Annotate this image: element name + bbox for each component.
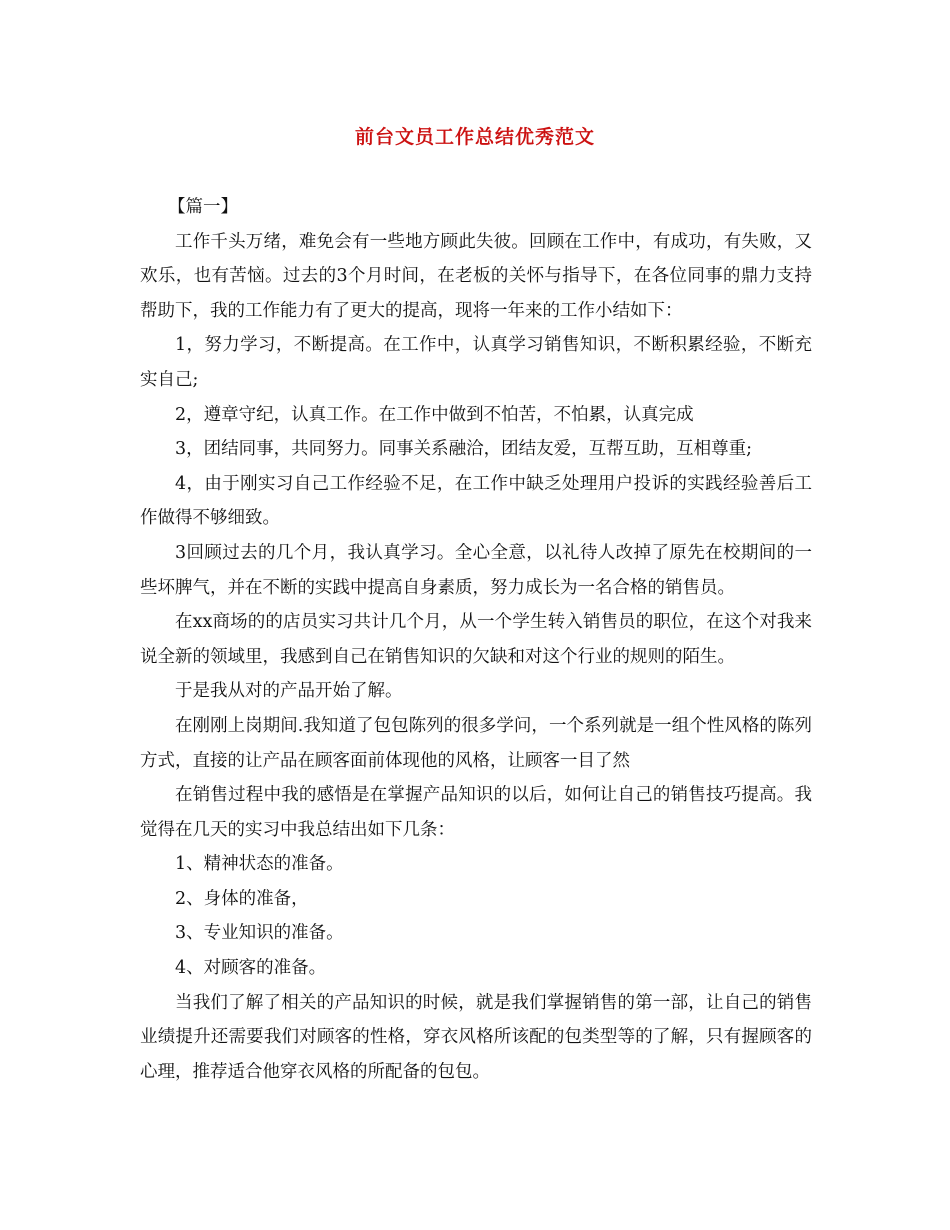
paragraph-internship: 在xx商场的的店员实习共计几个月，从一个学生转入销售员的职位，在这个对我来说全新的领域里，我感到自己在销售知识的欠缺和对这个行业的规则的陌生。	[140, 612, 812, 667]
document-body	[140, 190, 812, 1089]
list-item-prep-2: 2、身体的准备，	[175, 888, 309, 909]
paragraph-item-3: 3，团结同事，共同努力。同事关系融洽，团结友爱，互帮互助，互相尊重;	[175, 439, 753, 460]
paragraph-item-4: 4，由于刚实习自己工作经验不足，在工作中缺乏处理用户投诉的实践经验善后工作做得不够细致。	[140, 473, 812, 529]
list-item-prep-1: 1、精神状态的准备。	[175, 854, 344, 875]
paragraph-intro: 工作千头万绪，难免会有一些地方顾此失彼。回顾在工作中，有成功，有失败，又欢乐，也有苦恼。过去的3个月时间，在老板的关怀与指导下，在各位同事的鼎力支持帮助下，我的工作能力有了更大的提高，现将一年来的工作小结如下：	[140, 231, 812, 321]
paragraph-conclusion: 当我们了解了相关的产品知识的时候，就是我们掌握销售的第一部，让自己的销售业绩提升还需要我们对顾客的性格，穿衣风格所该配的包类型等的了解，只有握顾客的心理，推荐适合他穿衣风格的所配备的包包。	[140, 992, 812, 1082]
document-title: 前台文员工作总结优秀范文	[354, 126, 595, 148]
section-label: 【篇一】	[168, 197, 238, 217]
paragraph-review: 3回顾过去的几个月，我认真学习。全心全意，以礼待人改掉了原先在校期间的一些坏脾气，并在不断的实践中提高自身素质，努力成长为一名合格的销售员。	[140, 542, 812, 598]
paragraph-display: 在刚刚上岗期间.我知道了包包陈列的很多学问，一个系列就是一组个性风格的陈列方式，直接的让产品在顾客面前体现他的风格，让顾客一目了然	[140, 715, 812, 771]
paragraph-insight: 在销售过程中我的感悟是在掌握产品知识的以后，如何让自己的销售技巧提高。我觉得在几天的实习中我总结出如下几条：	[140, 785, 812, 840]
paragraph-item-1: 1，努力学习，不断提高。在工作中，认真学习销售知识，不断积累经验，不断充实自己;	[140, 335, 812, 390]
list-item-prep-4: 4、对顾客的准备。	[175, 958, 327, 979]
paragraph-item-2: 2，遵章守纪，认真工作。在工作中做到不怕苦，不怕累，认真完成	[175, 404, 694, 425]
paragraph-products: 于是我从对的产品开始了解。	[175, 681, 403, 702]
list-item-prep-3: 3、专业知识的准备。	[175, 923, 344, 944]
